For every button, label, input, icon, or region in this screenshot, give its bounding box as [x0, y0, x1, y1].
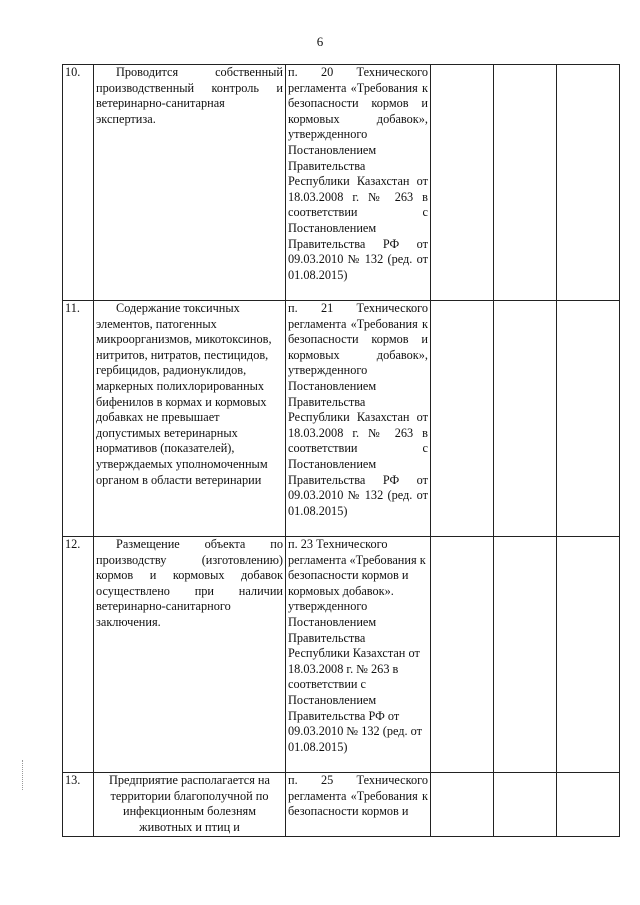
table-row — [63, 65, 620, 301]
reference-text: п. 23 Технического регламента «Требования к безопасности кормов и кормовых добавок». утвержденного Постановлением Правительства Республики Казахстан от 18.03.2008 г. № 263 в соответствии с Постановлением Правительства РФ от 09.03.2010 № 132 (ред. от 01.08.2015) — [288, 537, 426, 754]
reference-text: п. 20 Технического регламента «Требования к безопасности кормов и кормовых добавок», утвержденного Постановлением Правительства Республики Казахстан от 18.03.2008 г. № 263 в соответствии с Постановлением Правительства РФ от 09.03.2010 № 132 (ред. от 01.08.2015) — [288, 65, 428, 282]
empty-cell — [494, 65, 557, 301]
description-text: Размещение объекта по производству (изготовлению) кормов и кормовых добавок осуществлено при наличии ветеринарно-санитарного заключения. — [96, 537, 283, 629]
empty-cell — [494, 301, 557, 537]
reference-text: п. 21 Технического регламента «Требования к безопасности кормов и кормовых добавок», утвержденного Постановлением Правительства Республики Казахстан от 18.03.2008 г. № 263 в соответствии с Постановлением Правительства РФ от 09.03.2010 № 132 (ред. от 01.08.2015) — [288, 301, 428, 518]
empty-cell — [494, 773, 557, 837]
table-row — [63, 773, 620, 837]
margin-mark — [22, 760, 24, 790]
description-text: Проводится собственный производственный контроль и ветеринарно-санитарная экспертиза. — [96, 65, 283, 126]
reference-text: п. 25 Технического регламента «Требования к безопасности кормов и — [288, 773, 428, 819]
row-description — [94, 301, 286, 537]
empty-cell — [431, 65, 494, 301]
row-number: 10. — [63, 65, 94, 301]
empty-cell — [494, 537, 557, 773]
row-number: 11. — [63, 301, 94, 537]
empty-cell — [557, 537, 620, 773]
row-reference — [286, 537, 431, 773]
row-reference — [286, 65, 431, 301]
empty-cell — [431, 773, 494, 837]
empty-cell — [557, 65, 620, 301]
description-text: Содержание токсичных элементов, патогенных микроорганизмов, микотоксинов, нитритов, нитратов, пестицидов, гербицидов, радионуклидов, маркерных полихлорированных бифенилов в кормах и кормовых добавках не превышает допустимых ветеринарных нормативов (показателей), утверждаемых уполномоченным органом в области ветеринарии — [96, 301, 272, 487]
description-text: Предприятие располагается на территории благополучной по инфекционным болезням животных и птиц и — [109, 773, 270, 834]
table-row — [63, 537, 620, 773]
row-number: 13. — [63, 773, 94, 837]
row-number: 12. — [63, 537, 94, 773]
empty-cell — [557, 301, 620, 537]
row-reference — [286, 773, 431, 837]
row-description — [94, 773, 286, 837]
table-row — [63, 301, 620, 537]
row-description — [94, 537, 286, 773]
empty-cell — [557, 773, 620, 837]
page-number: 6 — [316, 34, 324, 49]
requirements-table — [62, 64, 620, 837]
empty-cell — [431, 537, 494, 773]
empty-cell — [431, 301, 494, 537]
row-reference — [286, 301, 431, 537]
row-description — [94, 65, 286, 301]
